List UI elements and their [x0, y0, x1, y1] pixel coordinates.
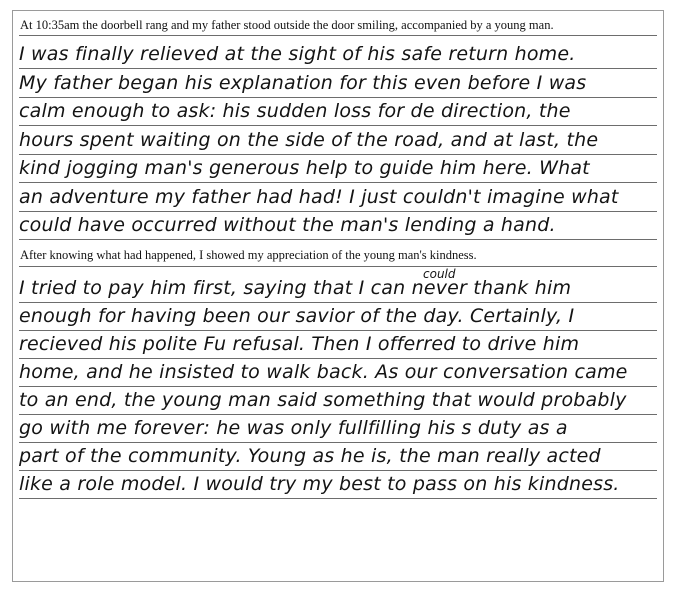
- handwritten-line: go with me forever: he was only fullfilling his s duty as a: [19, 417, 568, 439]
- handwritten-line: home, and he insisted to walk back. As our conversation came: [19, 361, 628, 383]
- ruled-line: [19, 302, 657, 303]
- ruled-line: [19, 442, 657, 443]
- ruled-line: [19, 414, 657, 415]
- ruled-line: [19, 211, 657, 212]
- ruled-line: [19, 97, 657, 98]
- ruled-line: [19, 125, 657, 126]
- ruled-line: [19, 154, 657, 155]
- handwritten-line: kind jogging man's generous help to guide him here. What: [19, 157, 590, 179]
- answer-sheet: [12, 10, 664, 582]
- ruled-line: [19, 498, 657, 499]
- ruled-line: [19, 470, 657, 471]
- ruled-line: [19, 358, 657, 359]
- handwritten-line: I was finally relieved at the sight of his safe return home.: [19, 43, 576, 65]
- ruled-line: [19, 182, 657, 183]
- inserted-word: could: [423, 267, 456, 281]
- handwritten-line: could have occurred without the man's lending a hand.: [19, 214, 556, 236]
- ruled-line: [19, 266, 657, 267]
- ruled-line: [19, 330, 657, 331]
- handwritten-line: calm enough to ask: his sudden loss for de direction, the: [19, 100, 571, 122]
- handwritten-line: My father began his explanation for this even before I was: [19, 72, 587, 94]
- ruled-line: [19, 239, 657, 240]
- ruled-line: [19, 35, 657, 36]
- handwritten-line: like a role model. I would try my best to pass on his kindness.: [19, 473, 620, 495]
- handwritten-line: enough for having been our savior of the day. Certainly, I: [19, 305, 575, 327]
- handwritten-line: part of the community. Young as he is, the man really acted: [19, 445, 601, 467]
- handwritten-line: to an end, the young man said something that would probably: [19, 389, 627, 411]
- paragraph2-prompt: After knowing what had happened, I showed my appreciation of the young man's kindness.: [20, 248, 477, 262]
- handwritten-line: hours spent waiting on the side of the road, and at last, the: [19, 129, 599, 151]
- handwritten-line: I tried to pay him first, saying that I can never thank him: [19, 277, 572, 299]
- handwritten-line: an adventure my father had had! I just couldn't imagine what: [19, 186, 619, 208]
- paragraph1-prompt: At 10:35am the doorbell rang and my father stood outside the door smiling, accompanied by a young man.: [20, 18, 554, 32]
- ruled-line: [19, 68, 657, 69]
- handwritten-line: recieved his polite Fu refusal. Then I offerred to drive him: [19, 333, 580, 355]
- ruled-line: [19, 386, 657, 387]
